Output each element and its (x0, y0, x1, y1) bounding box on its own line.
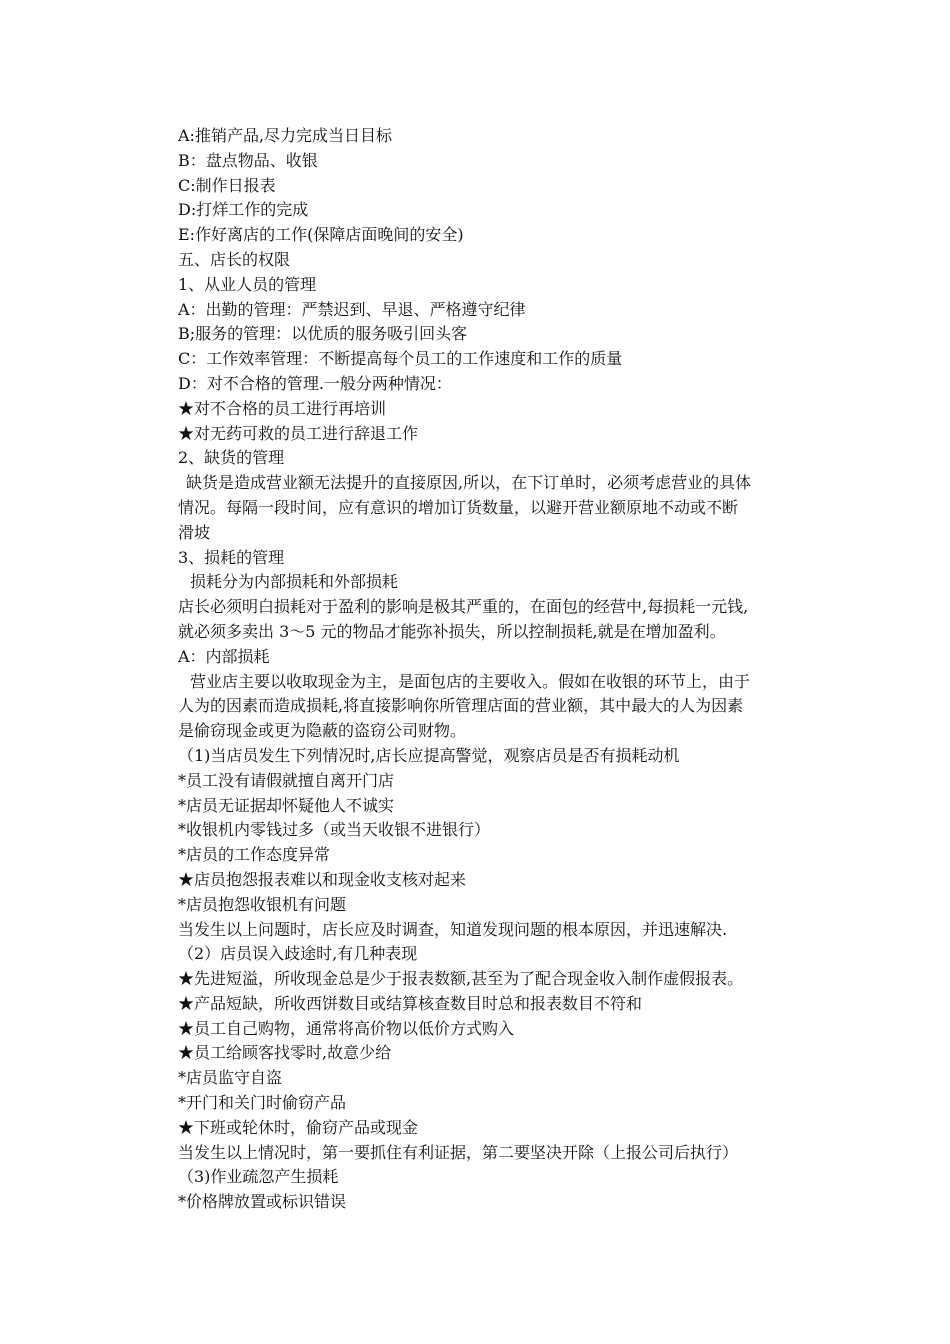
text-line: B;服务的管理：以优质的服务吸引回头客 (178, 324, 468, 344)
paragraph-line: 就必须多卖出 3～5 元的物品才能弥补损失，所以控制损耗,就是在增加盈利。 (178, 621, 726, 641)
bullet-item: *店员无证据却怀疑他人不诚实 (178, 795, 395, 815)
bullet-item: ★员工自己购物，通常将高价物以低价方式购入 (178, 1018, 515, 1038)
paragraph-line: 当发生以上情况时，第一要抓住有利证据，第二要坚决开除（上报公司后执行） (178, 1142, 739, 1162)
bullet-item: ★先进短溢，所收现金总是少于报表数额,甚至为了配合现金收入制作虚假报表。 (178, 969, 744, 989)
paragraph-line: 营业店主要以收取现金为主，是面包店的主要收入。假如在收银的环节上，由于 (190, 671, 751, 691)
subsection-heading: 3、损耗的管理 (178, 547, 285, 567)
paragraph-line: 当发生以上问题时，店长应及时调查，知道发现问题的根本原因，并迅速解决. (178, 919, 728, 939)
text-line: A：内部损耗 (178, 646, 270, 666)
text-line: C：工作效率管理：不断提高每个员工的工作速度和工作的质量 (178, 349, 623, 369)
text-line: E:作好离店的工作(保障店面晚间的安全) (178, 225, 464, 245)
bullet-item: *开门和关门时偷窃产品 (178, 1093, 347, 1113)
bullet-item: *收银机内零钱过多（或当天收银不进银行） (178, 820, 491, 840)
subsection-heading: 1、从业人员的管理 (178, 274, 317, 294)
bullet-item: ★员工给顾客找零时,故意少给 (178, 1043, 392, 1063)
text-line: D：对不合格的管理.一般分两种情况： (178, 373, 452, 393)
text-line: D:打烊工作的完成 (178, 200, 309, 220)
subsection-heading: 2、缺货的管理 (178, 448, 285, 468)
paragraph-line: 情况。每隔一段时间，应有意识的增加订货数量，以避开营业额原地不动或不断 (178, 497, 739, 517)
paragraph-line: 店长必须明白损耗对于盈利的影响是极其严重的，在面包的经营中,每损耗一元钱, (178, 597, 749, 617)
bullet-item: ★产品短缺，所收西饼数目或结算核查数目时总和报表数目不符和 (178, 993, 643, 1013)
text-line: A：出勤的管理：严禁迟到、早退、严格遵守纪律 (178, 299, 526, 319)
section-heading: 五、店长的权限 (178, 249, 291, 269)
text-line: （2）店员误入歧途时,有几种表现 (178, 944, 418, 964)
paragraph-line: 是偷窃现金或更为隐蔽的盗窃公司财物。 (178, 721, 467, 741)
bullet-item: ★对不合格的员工进行再培训 (178, 398, 387, 418)
paragraph-line: 缺货是造成营业额无法提升的直接原因,所以，在下订单时，必须考虑营业的具体 (186, 473, 752, 493)
bullet-item: ★下班或轮休时，偷窃产品或现金 (178, 1117, 419, 1137)
text-line: （1)当店员发生下列情况时,店长应提高警觉，观察店员是否有损耗动机 (178, 745, 680, 765)
bullet-item: *员工没有请假就擅自离开门店 (178, 770, 395, 790)
text-line: B：盘点物品、收银 (178, 150, 318, 170)
bullet-item: *店员抱怨收银机有问题 (178, 894, 347, 914)
paragraph-line: 人为的因素而造成损耗,将直接影响你所管理店面的营业额，其中最大的人为因素 (178, 696, 744, 716)
text-line: （3)作业疏忽产生损耗 (178, 1167, 339, 1187)
bullet-item: ★对无药可救的员工进行辞退工作 (178, 423, 419, 443)
bullet-item: *店员的工作态度异常 (178, 845, 331, 865)
paragraph-line: 损耗分为内部损耗和外部损耗 (190, 572, 399, 592)
text-line: C:制作日报表 (178, 175, 276, 195)
bullet-item: *价格牌放置或标识错误 (178, 1192, 347, 1212)
paragraph-line: 滑坡 (178, 522, 211, 542)
text-line: A:推销产品,尽力完成当日目标 (178, 126, 393, 145)
document-body (178, 124, 818, 1215)
bullet-item: ★店员抱怨报表难以和现金收支核对起来 (178, 869, 467, 889)
bullet-item: *店员监守自盗 (178, 1068, 283, 1088)
